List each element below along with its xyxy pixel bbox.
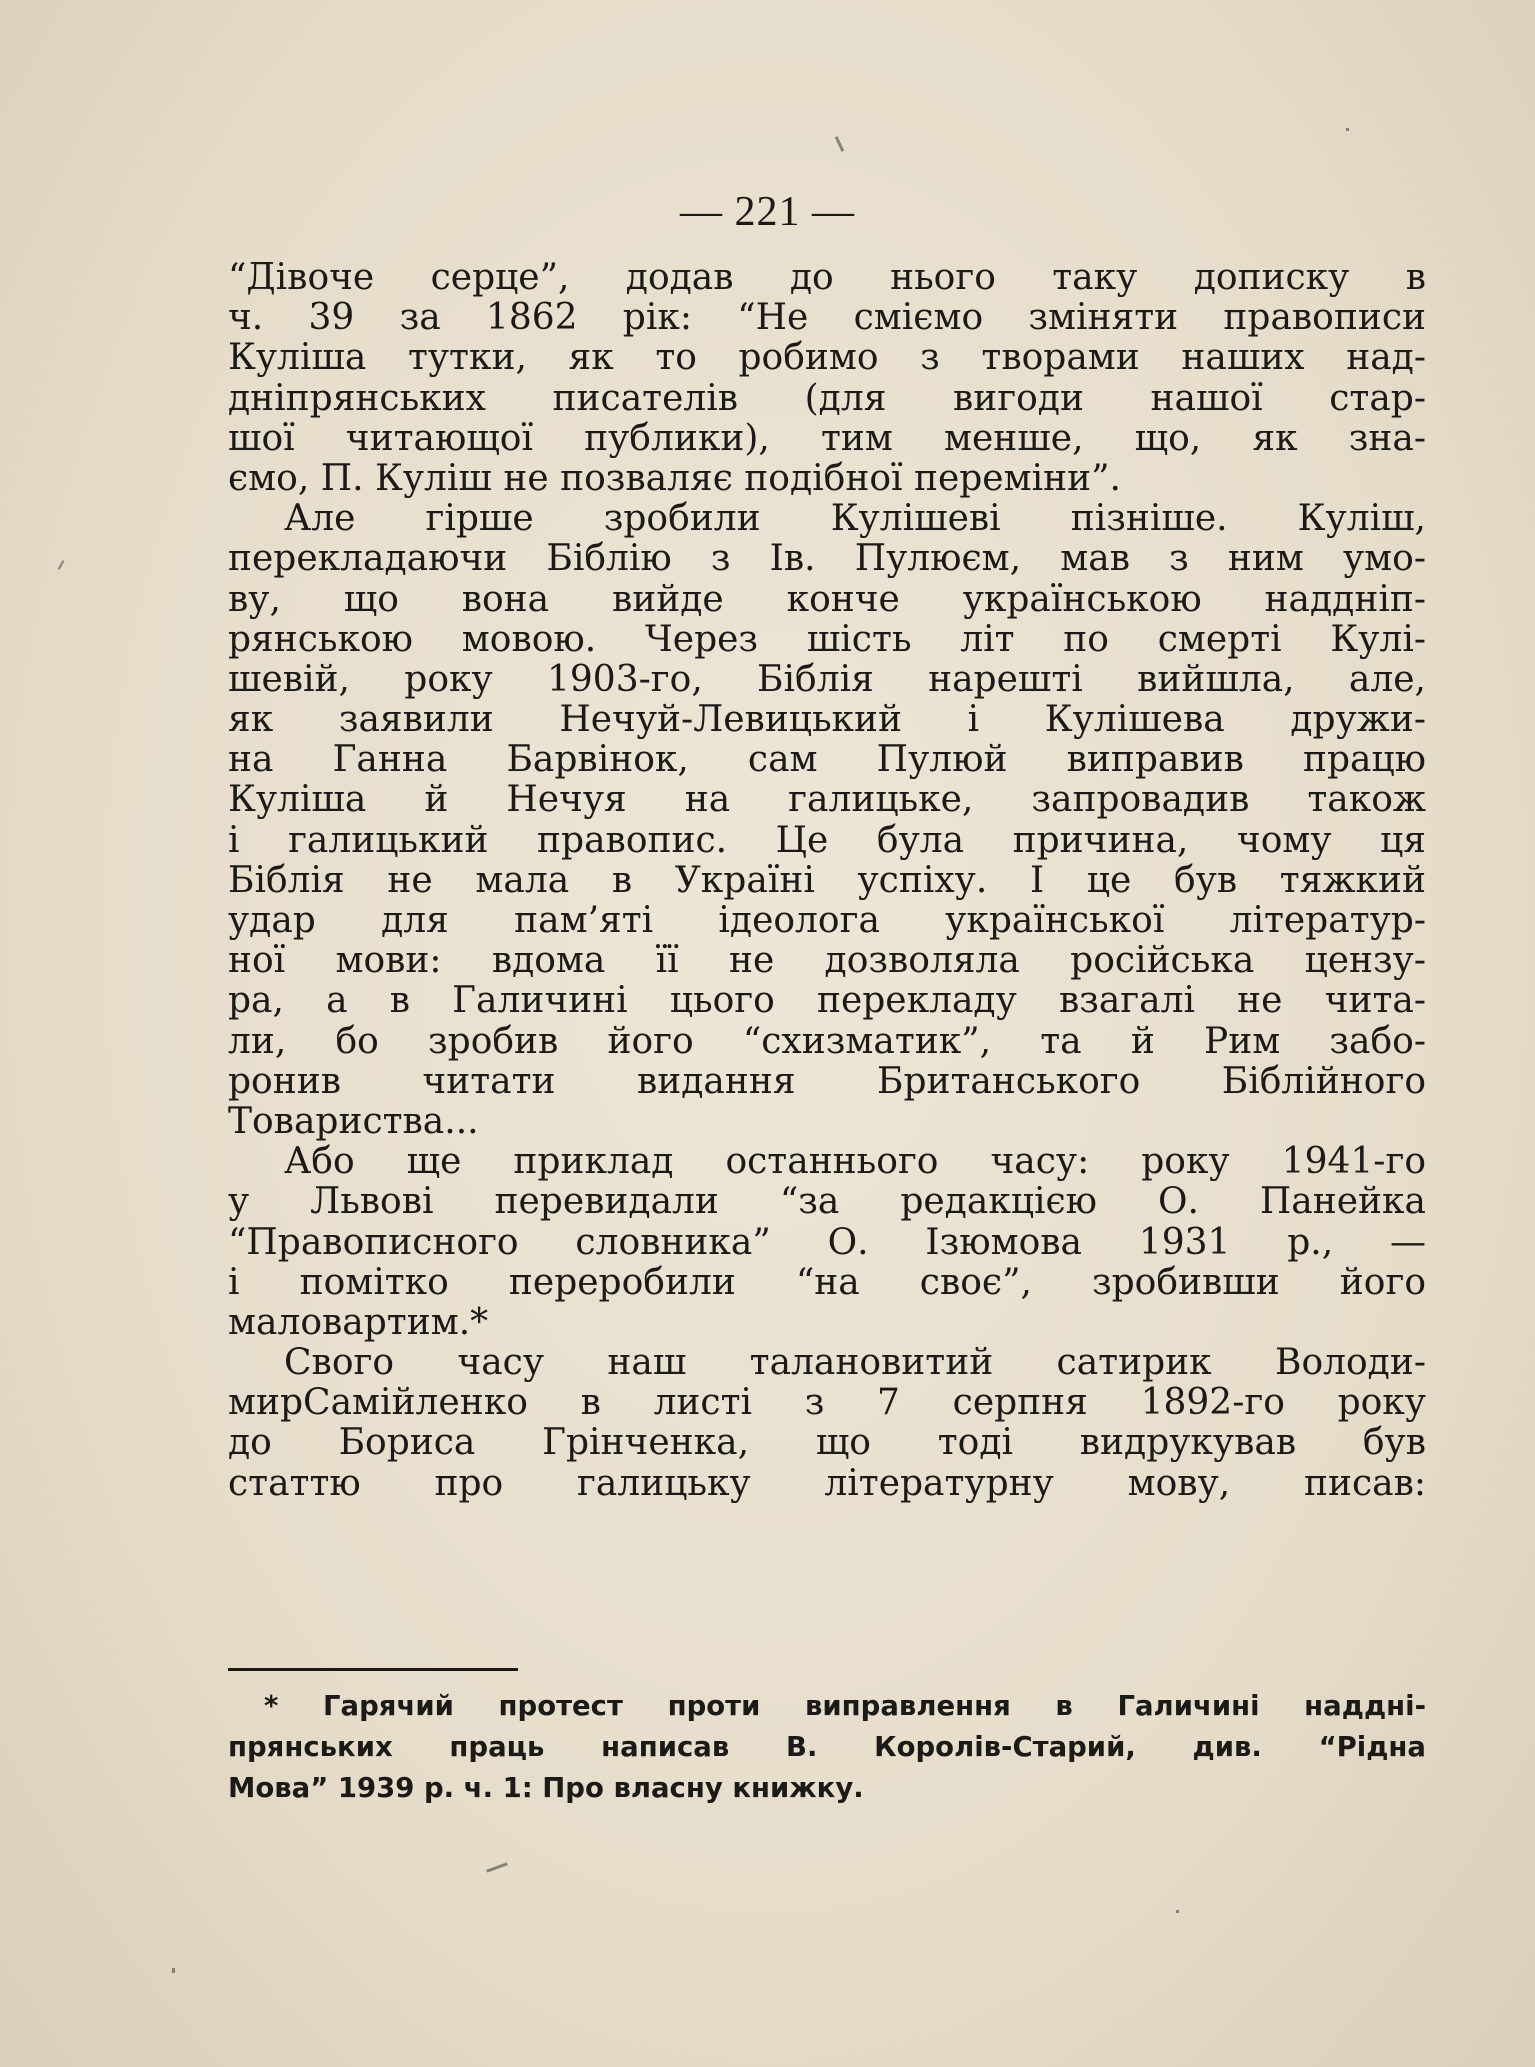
text-line: на Ганна Барвінок, сам Пулюй виправив працю (228, 739, 1426, 781)
text-line: Куліша й Нечуя на галицьке, запровадив також (228, 779, 1426, 821)
text-line: ної мови: вдома її не дозволяла російська цензу- (228, 940, 1426, 982)
text-line: до Бориса Грінченка, що тоді видрукував був (228, 1422, 1426, 1464)
text-line: Свого часу наш талановитий сатирик Володи- (284, 1342, 1426, 1384)
text-line: у Львові перевидали “за редакцією О. Панейка (228, 1181, 1426, 1223)
main-text (228, 258, 1426, 1504)
paper-speck (58, 560, 65, 570)
text-line: мирСамійленко в листі з 7 серпня 1892-го року (228, 1382, 1426, 1424)
paper-speck (1346, 128, 1349, 131)
text-line: маловартим.* (228, 1301, 489, 1343)
paper-speck (1176, 1910, 1179, 1913)
paper-speck (172, 1968, 175, 1973)
footnote-line: * Гарячий протест проти виправлення в Галичині наддні- (264, 1690, 1426, 1722)
text-line: Або ще приклад останнього часу: року 1941-го (284, 1141, 1426, 1183)
text-line: рянською мовою. Через шість літ по смерті Кулі- (228, 618, 1426, 660)
text-line: “Правописного словника” О. Ізюмова 1931 р., — (228, 1221, 1426, 1263)
text-line: і галицький правопис. Це була причина, чому ця (228, 819, 1426, 861)
text-line: ч. 39 за 1862 рік: “Не сміємо зміняти правописи (228, 297, 1426, 339)
text-line: Товариства... (228, 1100, 479, 1142)
text-line: ронив читати видання Британського Біблійного (228, 1060, 1426, 1102)
text-line: шої читающої публики), тим менше, що, як зна- (228, 417, 1426, 459)
text-line: дніпрянських писателів (для вигоди нашої стар- (228, 377, 1426, 419)
text-line: Але гірше зробили Кулішеві пізніше. Куліш, (284, 498, 1426, 540)
text-line: перекладаючи Біблію з Ів. Пулюєм, мав з ним умо- (228, 538, 1426, 580)
text-line: Біблія не мала в Україні успіху. І це був тяжкий (228, 859, 1426, 901)
footnote (228, 1686, 1426, 1809)
text-line: ли, бо зробив його “схизматик”, та й Рим забо- (228, 1020, 1426, 1062)
text-line: і помітко переробили “на своє”, зробивши його (228, 1261, 1426, 1303)
text-line: як заявили Нечуй-Левицький і Кулішева дружи- (228, 699, 1426, 741)
footnote-line: Мова” 1939 р. ч. 1: Про власну книжку. (228, 1772, 864, 1804)
text-line: ємо, П. Куліш не позваляє подібної переміни”. (228, 457, 1121, 499)
footnote-divider (228, 1668, 518, 1671)
paper-speck (486, 1862, 508, 1872)
text-line: статтю про галицьку літературну мову, писав: (228, 1462, 1426, 1504)
paper-speck (835, 136, 844, 152)
text-line: удар для пам’яті ідеолога української літератур- (228, 900, 1426, 941)
text-line: ву, що вона вийде конче українською наддніп- (228, 578, 1426, 620)
footnote-line: прянських праць написав В. Королів-Старий, див. “Рідна (228, 1731, 1426, 1763)
text-line: Куліша тутки, як то робимо з творами наших над- (228, 337, 1426, 379)
text-line: “Дівоче серце”, додав до нього таку дописку в (228, 257, 1426, 298)
text-line: шевій, року 1903-го, Біблія нарешті вийшла, але, (228, 658, 1426, 700)
text-line: ра, а в Галичині цього перекладу взагалі не чита- (228, 980, 1426, 1022)
page-number: — 221 — (680, 189, 855, 235)
